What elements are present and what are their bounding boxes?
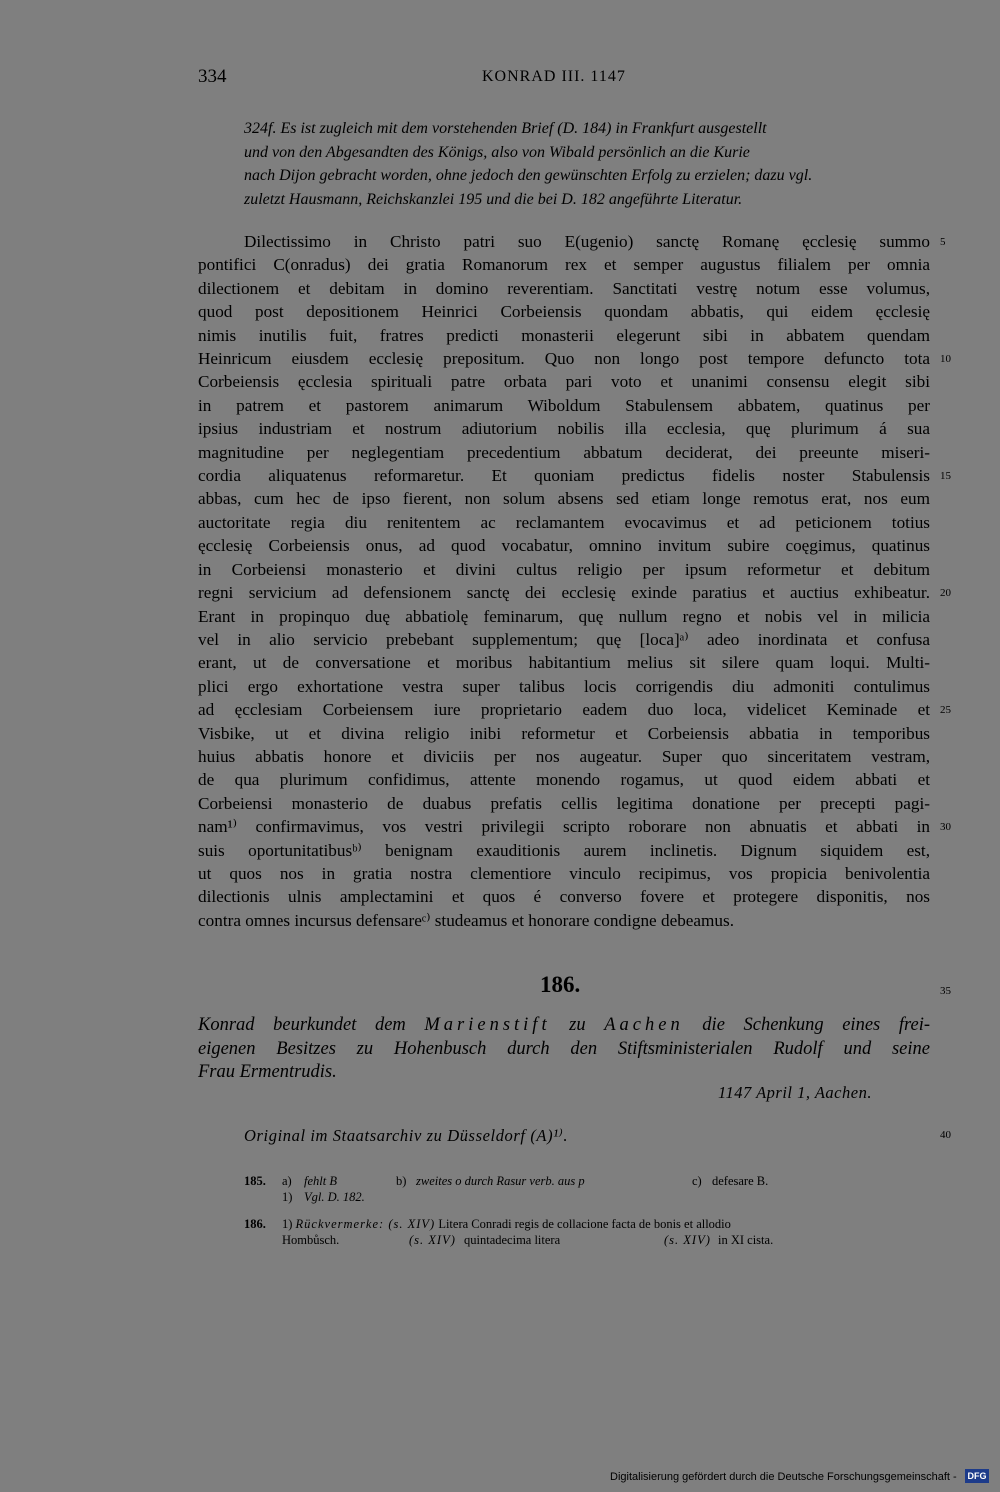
footnote-italic: Rückvermerke: (s. XIV) <box>295 1217 436 1231</box>
text-line: nam¹⁾ confirmavimus, vos vestri privilegii scripto roborare non abnuatis et abbati in <box>198 817 930 837</box>
text-line: Dilectissimo in Christo patri suo E(ugenio) sanctę Romanę ęcclesię summo <box>244 232 930 251</box>
text-line: cordia aliquatenus reformaretur. Et quoniam predictus fidelis noster Stabulensis <box>198 466 930 486</box>
text-line: vel in alio servicio prebebant supplementum; quę [loca]ᵃ⁾ adeo inordinata et confusa <box>198 629 930 649</box>
line-number: 35 <box>940 985 951 997</box>
line-number: 30 <box>940 821 951 833</box>
footnote-mark: b) <box>396 1174 407 1188</box>
text-line: dilectionem et debitam in domino reverentiam. Sanctitati vestrę notum esse volumus, <box>198 278 930 298</box>
footnote-label: 185. <box>244 1174 266 1188</box>
text-line: Heinricum eiusdem ecclesię prepositum. Quo non longo post tempore defuncto tota <box>198 349 930 369</box>
intro-line: nach Dijon gebracht worden, ohne jedoch den gewünschten Erfolg zu erzielen; dazu vgl. <box>244 167 813 184</box>
regest-text: Konrad beurkundet dem <box>198 1015 425 1035</box>
text-line: quod post depositionem Heinrici Corbeiensis quondam abbatis, qui eidem ęcclesię <box>198 302 930 322</box>
regest <box>198 1014 930 1085</box>
line-number: 40 <box>940 1129 951 1141</box>
regest-text: zu <box>550 1015 605 1035</box>
text-line: dilectionis ulnis amplectamini et quos é converso fovere et protegere disponitis, nos <box>198 887 930 907</box>
text-line: de qua plurimum confidimus, attente monendo rogamus, ut quod eidem abbati et <box>198 770 930 790</box>
footnote-text: Litera Conradi regis de collacione facta de bonis et allodio <box>435 1217 731 1231</box>
tradition-note: Original im Staatsarchiv zu Düsseldorf (A)¹⁾. <box>244 1126 569 1145</box>
text-line: regni servicium ad defensionem sanctę dei ecclesię exinde paratius et auctius exhibeatur. <box>198 583 930 603</box>
footnote-italic: (s. XIV) <box>664 1233 711 1247</box>
funding-credit: Digitalisierung gefördert durch die Deutsche Forschungsgemeinschaft - <box>610 1471 957 1483</box>
footnotes-186 <box>244 1216 934 1248</box>
text-line: pontifici C(onradus) dei gratia Romanorum rex et semper augustus filialem per omnia <box>198 255 930 275</box>
text-line: suis oportunitatibusᵇ⁾ benignam exauditionis aurem inclinetis. Dignum siquidem est, <box>198 840 930 860</box>
footnote-text: defesare B. <box>712 1174 769 1188</box>
text-line: contra omnes incursus defensareᶜ⁾ studeamus et honorare condigne debeamus. <box>198 910 735 930</box>
text-line: Visbike, ut et divina religio inibi reformetur et Corbeiensis abbatia in temporibus <box>198 723 930 743</box>
line-number: 20 <box>940 587 951 599</box>
text-line: ęcclesię Corbeiensis onus, ad quod vocabatur, omnino invitum subire coęgimus, quatinus <box>198 536 930 556</box>
regest-text: die Schenkung eines frei- <box>683 1015 930 1035</box>
charter-text-185 <box>198 230 930 932</box>
line-number: 10 <box>940 353 951 365</box>
intro-line: zuletzt Hausmann, Reichskanzlei 195 und die bei D. 182 angeführte Literatur. <box>244 190 743 208</box>
footnote-line <box>282 1216 731 1232</box>
text-line: Corbeiensis ęcclesia spirituali patre orbata pari voto et unanimi consensu elegit sibi <box>198 372 930 392</box>
text-line: in Corbeiensi monasterio et divini cultus religio per ipsum reformetur et debitum <box>198 559 930 579</box>
text-line: nimis inutilis fuit, fratres predicti monasterii elegerunt sibi in abbatem quendam <box>198 325 930 345</box>
regest-line: Frau Ermentrudis. <box>198 1062 337 1083</box>
regest-line: eigenen Besitzes zu Hohenbusch durch den Stiftsministerialen Rudolf und seine <box>198 1038 930 1059</box>
line-number: 25 <box>940 704 951 716</box>
text-line: magnitudine per neglegentiam precedentium abbatum deciderat, dei preeunte miseri- <box>198 442 930 462</box>
line-number: 15 <box>940 470 951 482</box>
document-number: 186. <box>540 972 581 997</box>
intro-line: 324f. Es ist zugleich mit dem vorstehenden Brief (D. 184) in Frankfurt ausgestellt <box>244 120 767 137</box>
footnote-text: Hombůsch. <box>282 1233 340 1247</box>
page-number: 334 <box>198 66 227 87</box>
footnote-text: in XI cista. <box>718 1233 774 1247</box>
footnotes-185 <box>244 1173 934 1205</box>
text-line: ut quos nos in gratia nostra clementiore vinculo recipimus, vos propicia benivolentia <box>198 863 930 883</box>
footnote-mark: 1) <box>282 1217 293 1231</box>
text-line: auctoritate regia diu renitentem ac reclamantem evocavimus et ad peticionem totius <box>198 512 930 532</box>
footnote-text: fehlt B <box>304 1174 337 1188</box>
text-line: erant, ut de conversatione et moribus habitantium melius sit silere quam loqui. Multi- <box>198 653 930 673</box>
text-line: abbas, cum hec de ipso fierent, non solum absens sed etiam longe remotus erat, nos eum <box>198 489 930 509</box>
footnote-label: 186. <box>244 1217 266 1231</box>
footnote-text: quintadecima litera <box>464 1233 561 1247</box>
text-line: Erant in propinquo duę abbatiolę feminarum, quę nullum regno et nobis vel in milicia <box>198 606 930 626</box>
footnote-text: Vgl. D. 182. <box>304 1190 365 1204</box>
intro-line: und von den Abgesandten des Königs, also von Wibald persönlich an die Kurie <box>244 143 750 161</box>
running-title: KONRAD III. 1147 <box>482 68 626 85</box>
text-line: plici ergo exhortatione vestra super talibus locis corrigendis diu admoniti contulimus <box>198 676 930 696</box>
text-line: ad ęcclesiam Corbeiensem iure proprietario eadem duo loca, videlicet Keminade et <box>198 700 930 720</box>
footnote-text: zweites o durch Rasur verb. aus p <box>416 1174 585 1188</box>
line-number: 5 <box>940 236 946 248</box>
text-line: Corbeiensi monasterio de duabus prefatis cellis legitima donatione per precepti pagi- <box>198 793 930 813</box>
footnote-mark: a) <box>282 1174 292 1188</box>
regest-line <box>198 1014 930 1038</box>
footnote-italic: (s. XIV) <box>409 1233 456 1247</box>
text-line: in patrem et pastorem animarum Wiboldum Stabulensem abbatem, quatinus per <box>198 395 930 415</box>
dfg-logo: DFG <box>965 1469 989 1483</box>
date-place: 1147 April 1, Aachen. <box>718 1083 872 1102</box>
text-line: huius abbatis honore et diviciis per nos augeatur. Super quo sinceritatem vestram, <box>198 746 930 766</box>
regest-spaced-name: Marienstift <box>424 1015 551 1035</box>
intro-paragraph <box>244 117 932 211</box>
footnote-mark: 1) <box>282 1190 293 1204</box>
text-line: ipsius industriam et nostrum adiutorium nobilis illa ecclesia, quę plurimum á sua <box>198 419 930 439</box>
regest-spaced-name: Aachen <box>604 1015 684 1035</box>
footnote-mark: c) <box>692 1174 702 1188</box>
